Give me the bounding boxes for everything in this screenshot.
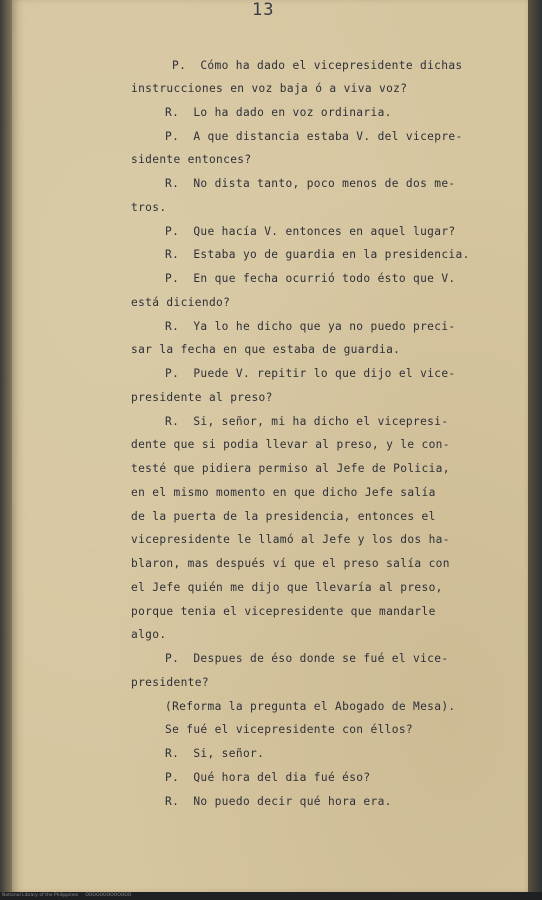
text-line: dente que si podia llevar al preso, y le con- (131, 438, 450, 451)
text-line: vicepresidente le llamó al Jefe y los dos ha- (131, 533, 450, 546)
text-line: R. No dista tanto, poco menos de dos me- (165, 177, 456, 190)
text-line: R. Estaba yo de guardia en la presidencia. (165, 248, 470, 261)
text-line: instrucciones en voz baja ó a viva voz? (131, 82, 408, 95)
text-line: presidente? (131, 676, 209, 689)
text-line: R. Lo ha dado en voz ordinaria. (165, 106, 392, 119)
text-line: P. Que hacía V. entonces en aquel lugar? (165, 225, 456, 238)
text-line: presidente al preso? (131, 391, 273, 404)
text-line: R. Ya lo he dicho que ya no puedo preci- (165, 320, 456, 333)
text-line: P. En que fecha ocurrió todo ésto que V. (165, 272, 456, 285)
text-line: P. Cómo ha dado el vicepresidente dichas (172, 59, 463, 72)
text-line: R. Si, señor, mi ha dicho el vicepresi- (165, 415, 449, 428)
text-line: testé que pidiera permiso al Jefe de Policia, (131, 462, 450, 475)
text-line: tros. (131, 201, 167, 214)
text-line: P. A que distancia estaba V. del vicepre- (165, 130, 463, 143)
text-line: P. Puede V. repitir lo que dijo el vice- (165, 367, 456, 380)
scan-footer-text: National Library of the Philippines OOOOOOOOOOOOO (2, 893, 132, 898)
text-line: porque tenia el vicepresidente que mandarle (131, 605, 436, 618)
text-line: sidente entonces? (131, 153, 252, 166)
text-line: P. Despues de éso donde se fué el vice- (165, 652, 449, 665)
text-line: R. Si, señor. (165, 747, 265, 760)
text-line: algo. (131, 628, 167, 641)
text-line: (Reforma la pregunta el Abogado de Mesa). (165, 700, 456, 713)
text-line: Se fué el vicepresidente con éllos? (165, 723, 413, 736)
text-line: sar la fecha en que estaba de guardia. (131, 343, 401, 356)
text-line: blaron, mas después ví que el preso salía con (131, 557, 450, 570)
page-edge-shadow (528, 0, 542, 900)
text-line: R. No puedo decir qué hora era. (165, 795, 392, 808)
text-line: de la puerta de la presidencia, entonces el (131, 510, 436, 523)
text-line: en el mismo momento en que dicho Jefe salía (131, 486, 436, 499)
scan-footer-bar (0, 892, 542, 900)
text-line: el Jefe quién me dijo que llevaría al preso, (131, 581, 443, 594)
page-number: 13 (252, 0, 275, 20)
text-line: P. Qué hora del dia fué éso? (165, 771, 371, 784)
text-line: está diciendo? (131, 296, 231, 309)
